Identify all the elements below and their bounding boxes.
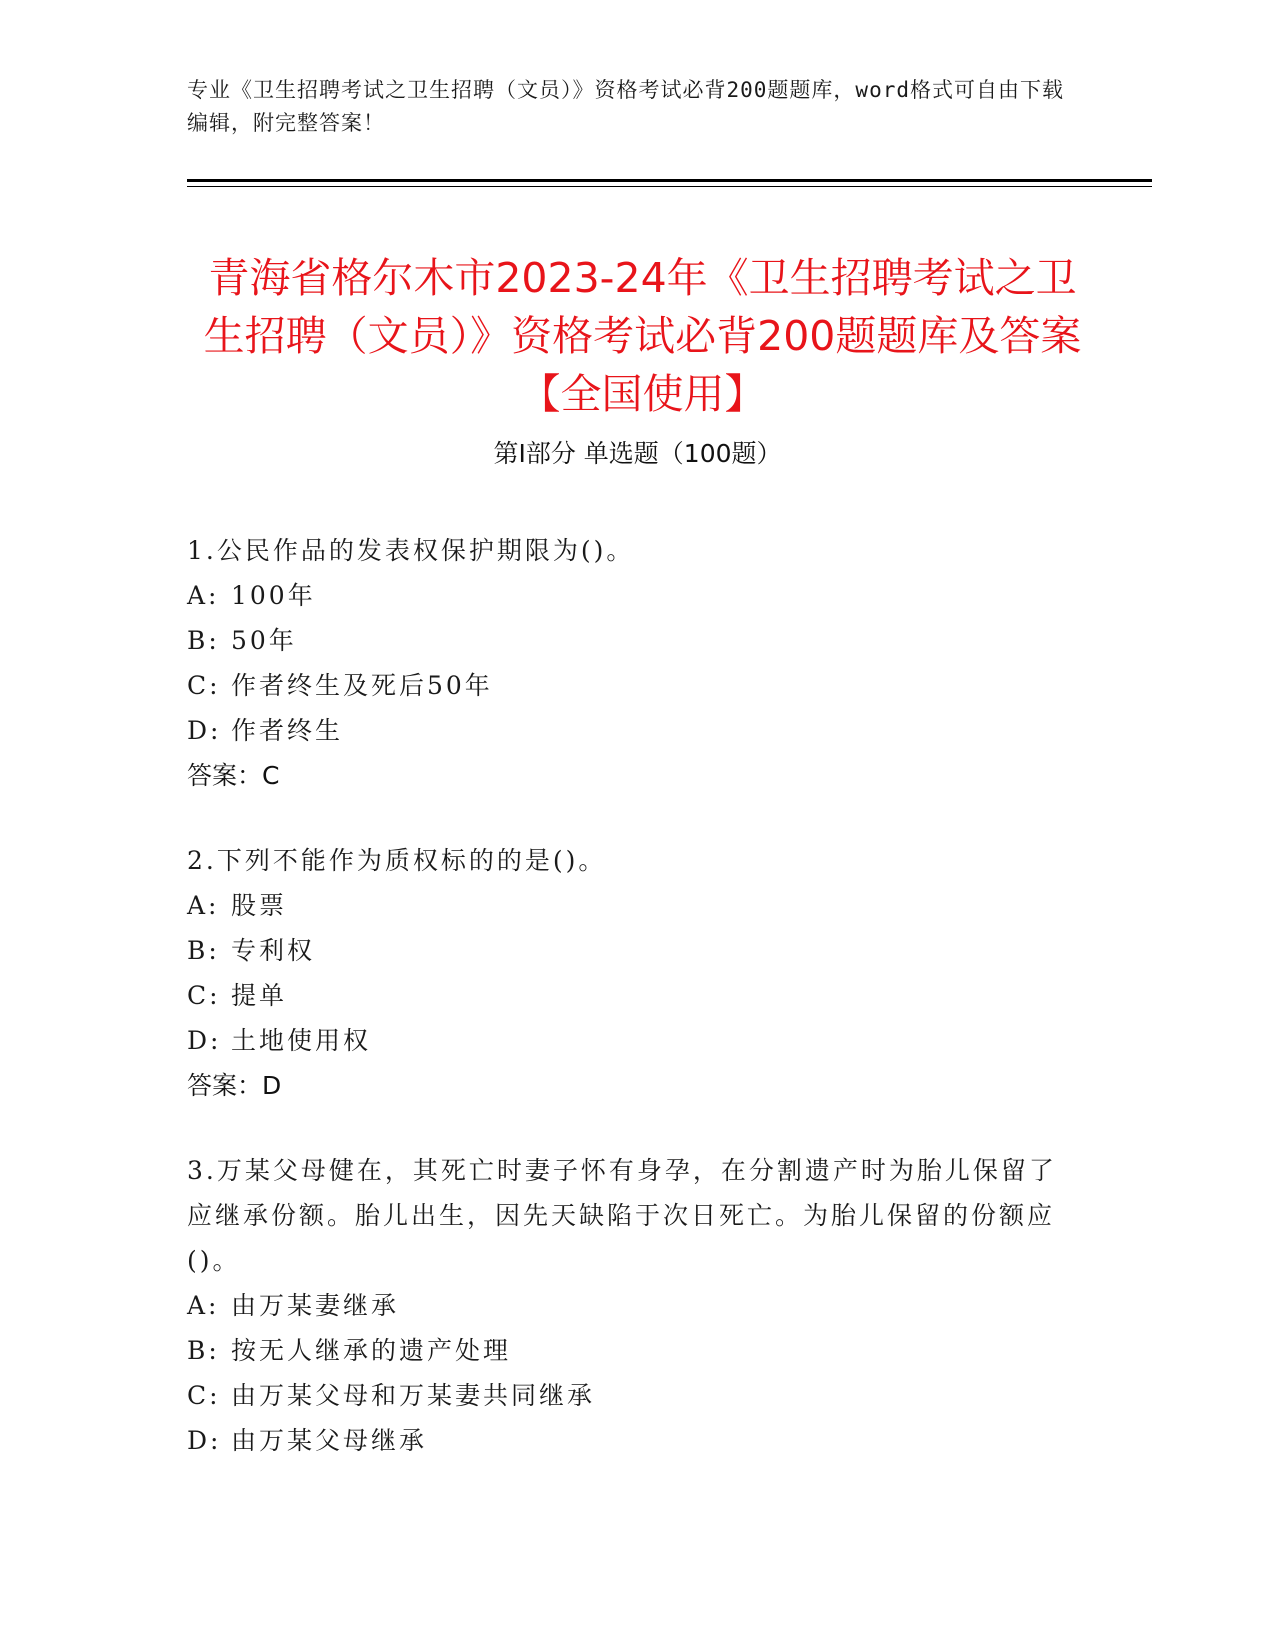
question-list [187,528,1067,1503]
option-text: 专利权 [231,936,316,965]
option-a [187,883,1067,928]
option-letter: A: [187,891,220,920]
option-text: 作者终生 [231,716,344,745]
option-text: 50年 [231,626,297,655]
option-c [187,973,1067,1018]
option-letter: D: [187,1426,222,1455]
option-letter: D: [187,1026,222,1055]
option-d [187,1018,1067,1063]
option-letter: B: [187,936,220,965]
option-d [187,1418,1067,1463]
option-letter: C: [187,671,221,700]
option-d [187,708,1067,753]
answer-label: 答案：D [187,1071,282,1100]
question-item [187,528,1067,798]
option-a [187,1283,1067,1328]
option-c [187,663,1067,708]
option-b [187,1328,1067,1373]
option-text: 作者终生及死后50年 [231,671,493,700]
option-b [187,618,1067,663]
option-text: 由万某父母继承 [231,1426,428,1455]
section-title: 第I部分 单选题（100题） [493,439,782,468]
option-c [187,1373,1067,1418]
option-text: 按无人继承的遗产处理 [231,1336,512,1365]
header-divider-thin [187,186,1152,187]
option-letter: C: [187,1381,221,1410]
option-text: 提单 [231,981,288,1010]
question-item [187,838,1067,1108]
question-item [187,1148,1067,1463]
option-text: 由万某妻继承 [231,1291,400,1320]
option-letter: A: [187,581,220,610]
header-divider-thick [187,179,1152,182]
option-a [187,573,1067,618]
question-stem: 2.下列不能作为质权标的的是()。 [187,846,607,875]
option-text: 100年 [231,581,316,610]
option-text: 土地使用权 [231,1026,372,1055]
question-stem: 1.公民作品的发表权保护期限为()。 [187,536,635,565]
option-letter: B: [187,1336,220,1365]
question-stem: 3.万某父母健在，其死亡时妻子怀有身孕，在分割遗产时为胎儿保留了应继承份额。胎儿出生，因先天缺陷于次日死亡。为胎儿保留的份额应()。 [187,1156,1057,1275]
option-letter: C: [187,981,221,1010]
header-note: 专业《卫生招聘考试之卫生招聘（文员）》资格考试必背200题题库，word格式可自由下载编辑，附完整答案！ [187,78,1064,135]
option-letter: A: [187,1291,220,1320]
document-title: 青海省格尔木市2023-24年《卫生招聘考试之卫生招聘（文员）》资格考试必背200题题库及答案【全国使用】 [203,254,1082,419]
option-letter: D: [187,716,222,745]
answer-label: 答案：C [187,761,280,790]
option-b [187,928,1067,973]
option-text: 由万某父母和万某妻共同继承 [231,1381,596,1410]
option-letter: B: [187,626,220,655]
option-text: 股票 [231,891,288,920]
